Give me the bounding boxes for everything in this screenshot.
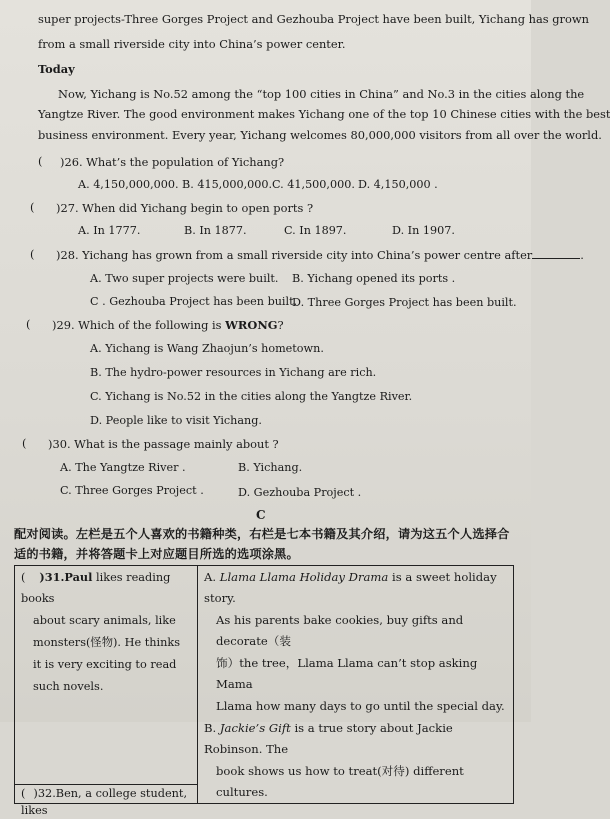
question-28-option: A. Two super projects were built.	[90, 272, 279, 285]
section-c-instruction: 配对阅读。左栏是五个人喜欢的书籍种类，右栏是七本书籍及其介绍，请为这五个人选择合	[14, 527, 510, 541]
question-28-option: D. Three Gorges Project has been built.	[292, 296, 517, 309]
matching-left-column	[15, 566, 198, 817]
question-29-option: C. Yichang is No.52 in the cities along the Yangtze River.	[90, 390, 413, 403]
question-30-option: C. Three Gorges Project .	[60, 484, 204, 497]
question-29-end: ?	[277, 318, 284, 332]
section-c-instruction: 适的书籍，并将答题卡上对应题目所选的选项涂黑。	[14, 547, 299, 561]
question-31-text: about scary animals, like	[33, 614, 176, 627]
answer-paren[interactable]: (	[21, 787, 26, 800]
question-26-option: D. 4,150,000 .	[358, 178, 438, 191]
question-28-option: B. Yichang opened its ports .	[292, 272, 456, 285]
question-27-option: A. In 1777.	[78, 224, 141, 237]
passage-line: business environment. Every year, Yichang welcomes 80,000,000 visitors from all over the world.	[38, 128, 602, 142]
question-27-option: B. In 1877.	[184, 224, 247, 237]
fill-blank[interactable]	[532, 248, 580, 259]
book-b-text: is a true story about Jackie Robinson. The	[204, 721, 453, 756]
book-a-text: is a sweet holiday story.	[204, 570, 497, 605]
question-26-option: A. 4,150,000,000.	[78, 178, 179, 191]
answer-paren[interactable]: (	[30, 247, 35, 261]
section-heading-today: Today	[38, 62, 75, 76]
question-32-item	[15, 784, 197, 817]
question-31-number: )31.Paul	[39, 570, 93, 584]
matching-right-column	[198, 566, 514, 804]
question-29-option: A. Yichang is Wang Zhaojun’s hometown.	[90, 342, 324, 355]
question-27-option: D. In 1907.	[392, 224, 455, 237]
book-b-entry	[198, 717, 513, 760]
answer-paren[interactable]: (	[21, 571, 26, 584]
question-27-stem: )27. When did Yichang begin to open ports ?	[56, 201, 314, 215]
passage-line: from a small riverside city into China’s power center.	[38, 37, 346, 51]
question-31-text: it is very exciting to read	[33, 658, 177, 671]
passage-line: super projects-Three Gorges Project and Gezhouba Project have been built, Yichang has grown	[38, 12, 589, 26]
question-31-text: likes reading books	[21, 571, 171, 605]
question-28-end: .	[580, 248, 584, 262]
question-26-stem: )26. What’s the population of Yichang?	[60, 155, 285, 169]
question-29-keyword: WRONG	[225, 318, 278, 332]
book-b-title: Jackie’s Gift	[219, 721, 291, 735]
question-26-option: B. 415,000,000.	[182, 178, 273, 191]
question-28-stem	[56, 248, 584, 262]
question-29-option: D. People like to visit Yichang.	[90, 414, 262, 427]
question-28-option: C . Gezhouba Project has been built.	[90, 295, 298, 308]
question-29-stem	[52, 318, 284, 332]
passage-line: Yangtze River. The good environment makes Yichang one of the top 10 Chinese cities with the best	[38, 107, 610, 121]
book-a-title: Llama Llama Holiday Drama	[219, 570, 389, 584]
question-31-text: such novels.	[33, 680, 104, 693]
section-c-heading: C	[256, 508, 266, 522]
matching-table	[14, 565, 514, 817]
book-b-text: book shows us how to treat(对待) different cultures.	[216, 764, 464, 799]
book-b-label: B.	[204, 721, 220, 735]
book-a-entry	[198, 566, 513, 609]
question-32-text: )32.Ben, a college student, likes	[21, 787, 188, 817]
question-29-option: B. The hydro-power resources in Yichang are rich.	[90, 366, 377, 379]
answer-paren[interactable]: (	[22, 436, 27, 450]
question-30-stem: )30. What is the passage mainly about ?	[48, 437, 279, 451]
answer-paren[interactable]: (	[38, 154, 43, 168]
question-30-option: D. Gezhouba Project .	[238, 486, 362, 499]
question-28-text: )28. Yichang has grown from a small riverside city into China’s power centre after	[56, 248, 533, 262]
book-a-label: A.	[204, 570, 220, 584]
question-26-option: C. 41,500,000.	[272, 178, 355, 191]
question-29-text: )29. Which of the following is	[52, 318, 226, 332]
answer-paren[interactable]: (	[26, 317, 31, 331]
book-a-text: 饰）the tree，Llama Llama can’t stop asking Mama	[216, 656, 478, 691]
question-27-option: C. In 1897.	[284, 224, 347, 237]
book-a-text: Llama how many days to go until the special day.	[216, 699, 505, 713]
question-31-item	[15, 566, 197, 609]
question-31-text: monsters(怪物). He thinks	[33, 636, 181, 649]
question-30-option: A. The Yangtze River .	[60, 461, 186, 474]
book-a-text: As his parents bake cookies, buy gifts and decorate（装	[216, 613, 464, 648]
question-30-option: B. Yichang.	[238, 461, 303, 474]
passage-line: Now, Yichang is No.52 among the “top 100 cities in China” and No.3 in the cities along the	[58, 87, 585, 101]
answer-paren[interactable]: (	[30, 200, 35, 214]
